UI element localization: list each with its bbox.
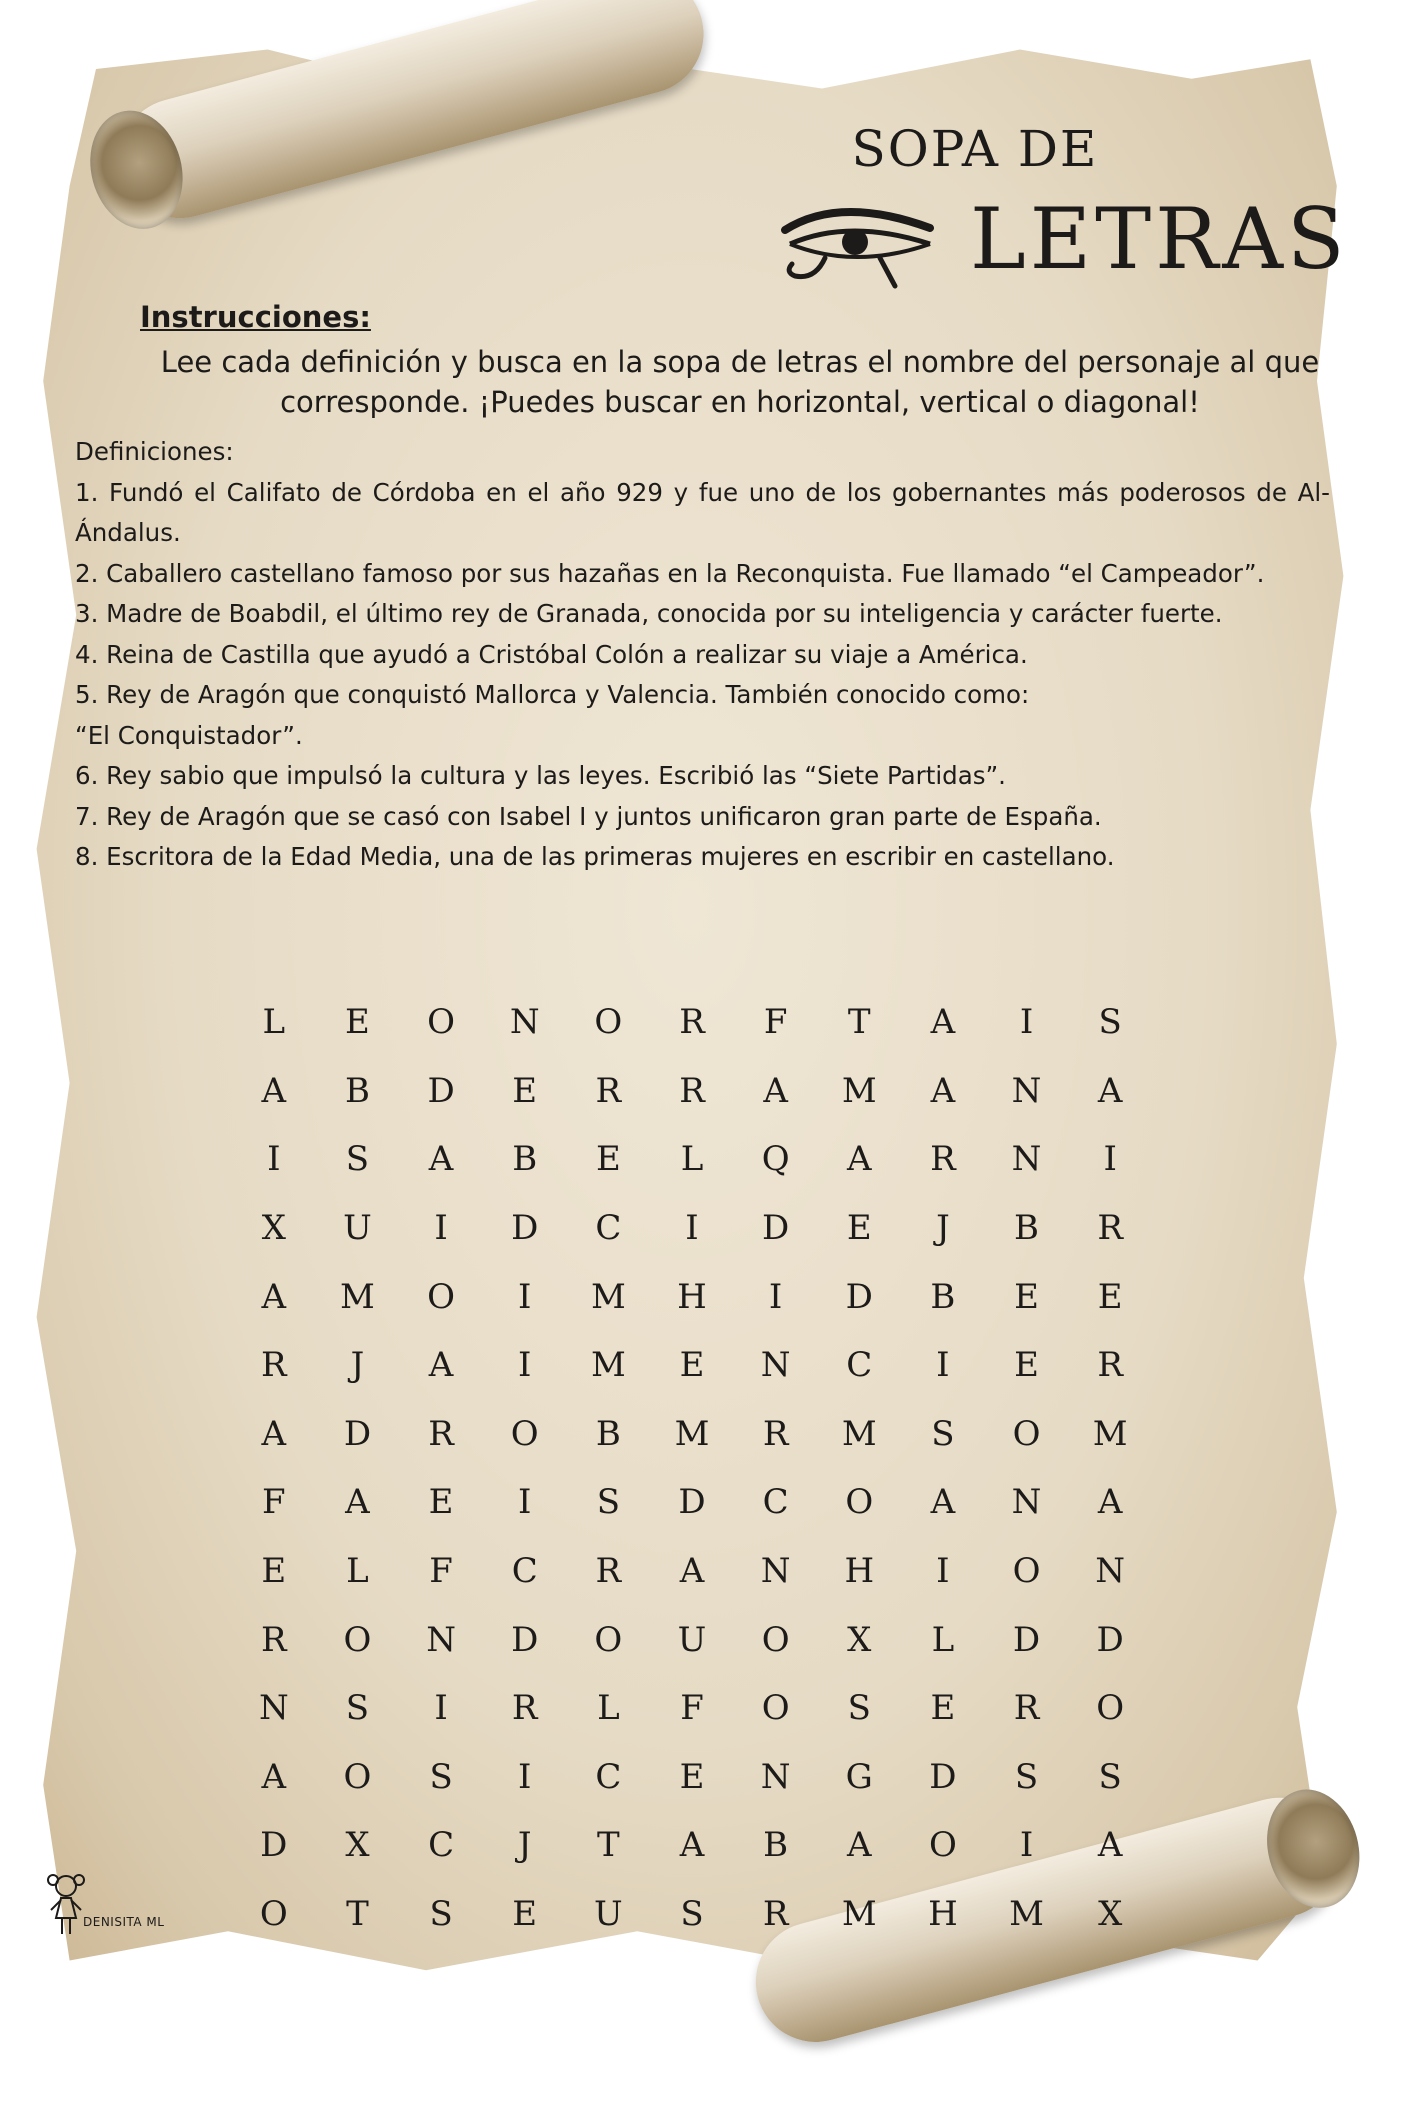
letter-cell: R [930, 1139, 956, 1180]
letter-cell: U [594, 1894, 623, 1935]
letter-cell: C [762, 1482, 789, 1523]
letter-cell: D [511, 1208, 539, 1249]
letter-cell: R [1013, 1688, 1040, 1729]
letter-cell: R [762, 1894, 789, 1935]
letter-cell: E [345, 1002, 370, 1043]
definition-item: 3. Madre de Boabdil, el último rey de Granada, conocida por su inteligencia y carácter fuerte. [75, 599, 1223, 628]
letter-cell: D [511, 1619, 539, 1660]
letter-cell: A [930, 1070, 956, 1111]
letter-cell: S [596, 1482, 620, 1523]
letter-cell: C [428, 1825, 455, 1866]
letter-cell: O [343, 1619, 372, 1660]
letter-cell: E [679, 1345, 705, 1386]
title-line-1: SOPA DE [851, 120, 1099, 178]
letter-cell: R [261, 1619, 287, 1660]
letter-cell: S [1098, 1756, 1122, 1797]
letter-cell: D [1096, 1619, 1124, 1660]
letter-cell: I [685, 1208, 699, 1249]
letter-cell: R [261, 1345, 287, 1386]
letter-cell: D [762, 1208, 790, 1249]
letter-cell: O [594, 1002, 623, 1043]
letter-cell: A [1097, 1825, 1123, 1866]
letter-cell: I [768, 1276, 783, 1317]
letter-cell: A [930, 1482, 956, 1523]
letter-cell: L [597, 1688, 620, 1729]
letter-cell: U [343, 1208, 372, 1249]
letter-cell: J [517, 1825, 532, 1866]
letter-cell: M [841, 1070, 877, 1111]
definition-item: 1. Fundó el Califato de Córdoba en el año 929 y fue uno de los gobernantes más poderosos de Al-Ándalus. [75, 477, 1330, 547]
letter-cell: J [936, 1208, 950, 1249]
letter-cell: O [928, 1825, 957, 1866]
definition-item: 7. Rey de Aragón que se casó con Isabel I y juntos unificaron gran parte de España. [75, 801, 1102, 831]
letter-cell: A [261, 1756, 287, 1797]
definition-item: 8. Escritora de la Edad Media, una de las primeras mujeres en escribir en castellano. [75, 842, 1115, 871]
letter-cell: S [680, 1894, 704, 1935]
letter-cell: X [1098, 1894, 1123, 1935]
letter-cell: M [340, 1276, 375, 1317]
definition-item: 6. Rey sabio que impulsó la cultura y las leyes. Escribió las “Siete Partidas”. [75, 761, 1006, 790]
letter-cell: O [427, 1002, 456, 1043]
letter-cell: B [595, 1413, 621, 1454]
letter-cell: I [267, 1139, 281, 1180]
letter-cell: I [434, 1688, 448, 1729]
letter-cell: G [845, 1756, 873, 1797]
definitions-heading: Definiciones: [75, 437, 234, 466]
letter-cell: D [427, 1070, 455, 1111]
letter-cell: N [258, 1688, 289, 1729]
letter-cell: O [761, 1688, 790, 1729]
letter-cell: A [679, 1551, 705, 1592]
letter-cell: H [844, 1551, 875, 1592]
letter-cell: D [260, 1825, 288, 1866]
letter-cell: A [1097, 1070, 1123, 1111]
letter-cell: A [930, 1002, 956, 1043]
letter-cell: I [936, 1551, 950, 1592]
instructions-heading: Instrucciones: [140, 300, 371, 334]
letter-cell: R [511, 1688, 538, 1729]
title-line-2: LETRAS [970, 190, 1349, 288]
letter-cell: E [1014, 1276, 1039, 1317]
letter-cell: B [1014, 1208, 1040, 1249]
definition-item: 4. Reina de Castilla que ayudó a Cristóbal Colón a realizar su viaje a América. [75, 639, 1028, 669]
letter-cell: T [597, 1825, 620, 1866]
letter-cell: R [595, 1070, 622, 1111]
letter-cell: D [1012, 1619, 1041, 1660]
letter-cell: A [261, 1276, 287, 1317]
letter-cell: O [761, 1619, 790, 1660]
letter-cell: D [929, 1756, 957, 1797]
letter-cell: A [261, 1413, 287, 1454]
letter-cell: R [679, 1070, 705, 1111]
definition-item: 5. Rey de Aragón que conquistó Mallorca y Valencia. También conocido como: [75, 680, 1030, 709]
letter-cell: N [1011, 1139, 1042, 1180]
letter-cell: F [429, 1551, 453, 1592]
letter-cell: O [427, 1276, 456, 1317]
letter-cell: B [344, 1070, 370, 1111]
letter-cell: S [429, 1756, 453, 1797]
letter-cell: E [1014, 1345, 1039, 1386]
letter-cell: R [1097, 1345, 1123, 1386]
letter-cell: C [846, 1345, 873, 1386]
brand-name: DENISITA ML [83, 1915, 165, 1929]
letter-cell: O [1096, 1688, 1125, 1729]
letter-cell: M [1092, 1413, 1128, 1454]
letter-cell: E [679, 1756, 705, 1797]
letter-cell: I [518, 1276, 532, 1317]
letter-cell: M [1009, 1894, 1044, 1935]
letter-cell: N [509, 1002, 540, 1043]
letter-cell: M [841, 1894, 877, 1935]
letter-cell: D [343, 1413, 372, 1454]
letter-cell: N [760, 1345, 791, 1386]
letter-cell: M [590, 1276, 626, 1317]
letter-cell: R [428, 1413, 454, 1454]
letter-cell: A [679, 1825, 705, 1866]
letter-cell: E [1097, 1276, 1123, 1317]
letter-cell: C [511, 1551, 538, 1592]
instructions-text: Lee cada definición y busca en la sopa de letras el nombre del personaje al que corresponde. ¡Puedes buscar en horizontal, vertical o diagonal! [160, 345, 1320, 419]
letter-cell: B [763, 1825, 789, 1866]
letter-cell: J [350, 1345, 365, 1386]
letter-cell: I [518, 1756, 532, 1797]
letter-cell: O [259, 1894, 288, 1935]
letter-cell: S [847, 1688, 871, 1729]
letter-cell: R [1097, 1208, 1123, 1249]
letter-cell: O [594, 1619, 623, 1660]
letter-cell: H [928, 1894, 958, 1935]
letter-cell: M [590, 1345, 626, 1386]
letter-cell: R [679, 1002, 705, 1043]
letter-cell: A [428, 1139, 454, 1180]
definitions-list [75, 432, 1330, 878]
letter-cell: T [346, 1894, 369, 1935]
letter-cell: L [262, 1002, 286, 1043]
letter-cell: F [262, 1482, 286, 1523]
letter-cell: M [674, 1413, 710, 1454]
letter-cell: Q [761, 1139, 790, 1180]
letter-cell: O [1012, 1551, 1041, 1592]
letter-cell: E [846, 1208, 872, 1249]
letter-cell: D [678, 1482, 706, 1523]
letter-cell: F [763, 1002, 788, 1043]
word-search-grid [232, 988, 1152, 1948]
letter-cell: I [1103, 1139, 1117, 1180]
letter-cell: D [845, 1276, 873, 1317]
letter-cell: A [846, 1825, 872, 1866]
letter-cell: E [428, 1482, 454, 1523]
letter-cell: R [595, 1551, 622, 1592]
letter-cell: O [1012, 1413, 1041, 1454]
letter-cell: I [518, 1345, 532, 1386]
letter-cell: X [261, 1208, 286, 1249]
letter-cell: E [512, 1070, 538, 1111]
letter-cell: L [931, 1619, 955, 1660]
letter-cell: N [1011, 1070, 1042, 1111]
letter-cell: O [510, 1413, 539, 1454]
letter-cell: E [261, 1551, 287, 1592]
letter-cell: N [760, 1551, 791, 1592]
letter-cell: I [1019, 1825, 1034, 1866]
letter-cell: U [677, 1619, 707, 1660]
girl-figure-icon [45, 1870, 87, 1940]
letter-cell: O [343, 1756, 372, 1797]
letter-cell: F [680, 1688, 704, 1729]
letter-cell: A [846, 1139, 872, 1180]
letter-cell: C [595, 1756, 622, 1797]
letter-cell: E [512, 1894, 538, 1935]
letter-cell: B [512, 1139, 538, 1180]
letter-cell: A [763, 1070, 788, 1111]
letter-cell: E [930, 1688, 956, 1729]
letter-cell: N [426, 1619, 456, 1660]
letter-cell: S [429, 1894, 453, 1935]
letter-cell: R [762, 1413, 789, 1454]
letter-cell: L [346, 1551, 369, 1592]
letter-cell: H [677, 1276, 707, 1317]
definition-item: 2. Caballero castellano famoso por sus hazañas en la Reconquista. Fue llamado “el Campeador”. [75, 558, 1265, 588]
letter-cell: X [345, 1825, 370, 1866]
letter-cell: A [1097, 1482, 1123, 1523]
letter-cell: B [930, 1276, 956, 1317]
letter-cell: I [434, 1208, 448, 1249]
letter-cell: S [345, 1139, 370, 1180]
letter-cell: S [1098, 1002, 1122, 1043]
letter-cell: A [428, 1345, 454, 1386]
letter-cell: N [1095, 1551, 1126, 1592]
brand-logo [45, 1870, 215, 1950]
letter-cell: S [345, 1688, 370, 1729]
letter-cell: S [931, 1413, 955, 1454]
letter-cell: L [680, 1139, 704, 1180]
letter-cell: I [936, 1345, 950, 1386]
letter-cell: I [1019, 1002, 1034, 1043]
letter-cell: N [1011, 1482, 1042, 1523]
letter-cell: X [847, 1619, 872, 1660]
letter-cell: E [595, 1139, 621, 1180]
letter-cell: C [595, 1208, 622, 1249]
letter-cell: A [345, 1482, 370, 1523]
definition-item: “El Conquistador”. [75, 720, 303, 750]
letter-cell: O [845, 1482, 874, 1523]
letter-cell: A [261, 1070, 287, 1111]
letter-cell: S [1014, 1756, 1039, 1797]
letter-cell: N [760, 1756, 791, 1797]
letter-cell: M [841, 1413, 877, 1454]
letter-cell: T [847, 1002, 871, 1043]
eye-of-horus-icon [780, 200, 940, 290]
letter-cell: I [518, 1482, 532, 1523]
